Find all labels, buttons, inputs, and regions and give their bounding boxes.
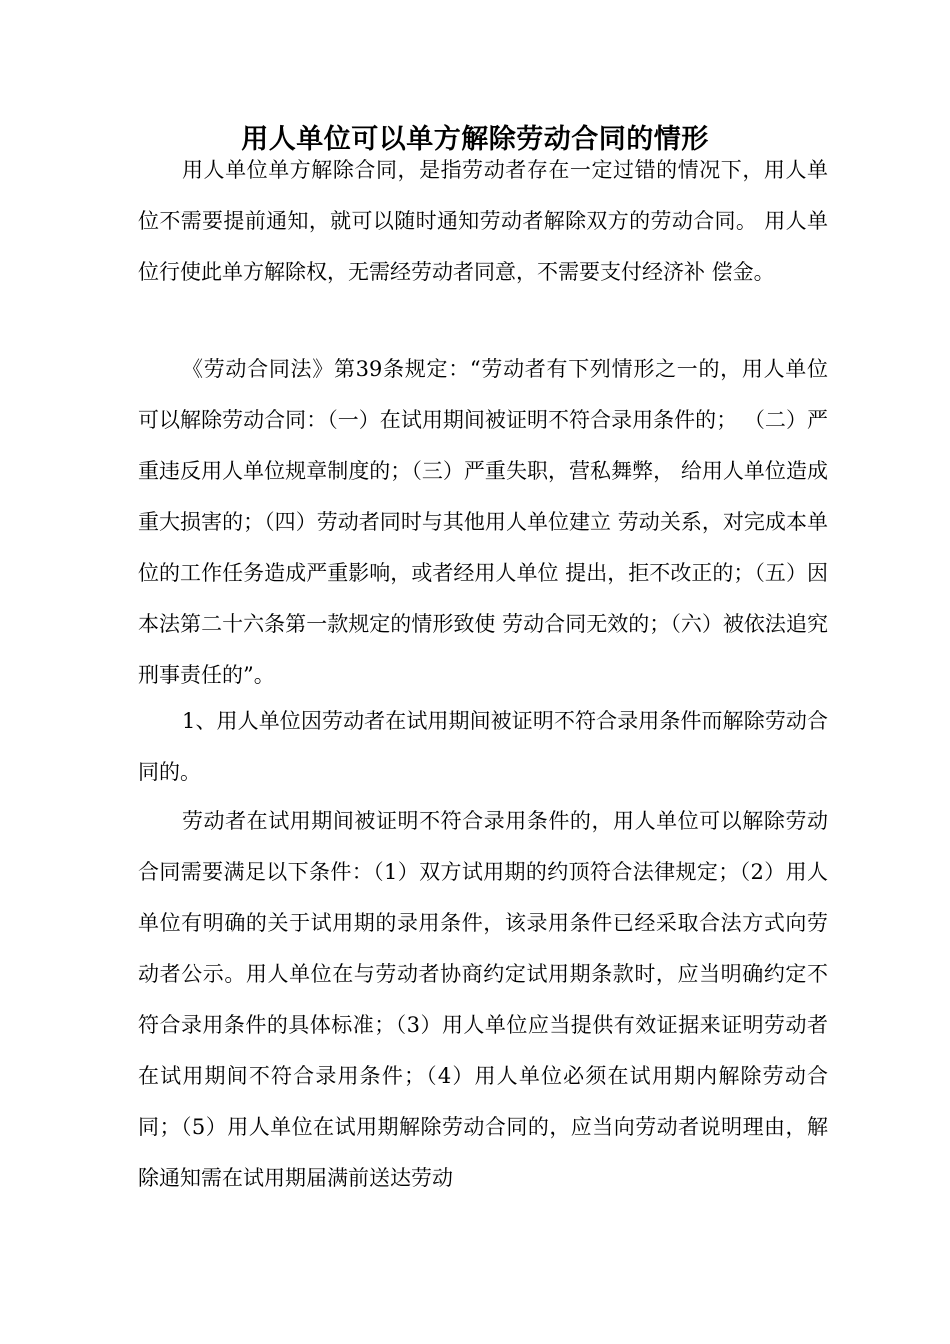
- paragraph-definition: 用人单位单方解除合同，是指劳动者存在一定过错的情况下，用人单位不需要提前通知，就可以随时通知劳动者解除双方的劳动合同。 用人单位行使此单方解除权，无需经劳动者同意，不需要支付经济补 偿金。: [138, 158, 828, 284]
- paragraph-section-1-heading: 1、用人单位因劳动者在试用期间被证明不符合录用条件而解除劳动合同的。: [138, 709, 828, 784]
- document-title: 用人单位可以单方解除劳动合同的情形: [241, 124, 709, 156]
- paragraph-probation-conditions: 劳动者在试用期间被证明不符合录用条件的，用人单位可以解除劳动合同需要满足以下条件：（1）双方试用期的约顶符合法律规定；（2）用人单位有明确的关于试用期的录用条件，该录用条件已经采取合法方式向劳动者公示。用人单位在与劳动者协商约定试用期条款时，应当明确约定不符合录用条件的具体标准；（3）用人单位应当提供有效证据来证明劳动者在试用期间不符合录用条件；（4）用人单位必须在试用期内解除劳动合同；（5）用人单位在试用期解除劳动合同的，应当向劳动者说明理由，解除通知需在试用期届满前送达劳动: [138, 809, 828, 1190]
- paragraph-article-39: 《劳动合同法》第39条规定：“劳动者有下列情形之一的，用人单位可以解除劳动合同：（一）在试用期间被证明不符合录用条件的； （二）严重违反用人单位规章制度的；（三）严重失职，营私舞弊， 给用人单位造成重大损害的；（四）劳动者同时与其他用人单位建立 劳动关系，对完成本单位的工作任务造成严重影响，或者经用人单位 提出，拒不改正的；（五）因本法第二十六条第一款规定的情形致使 劳动合同无效的；（六）被依法追究刑事责任的”。: [138, 357, 828, 687]
